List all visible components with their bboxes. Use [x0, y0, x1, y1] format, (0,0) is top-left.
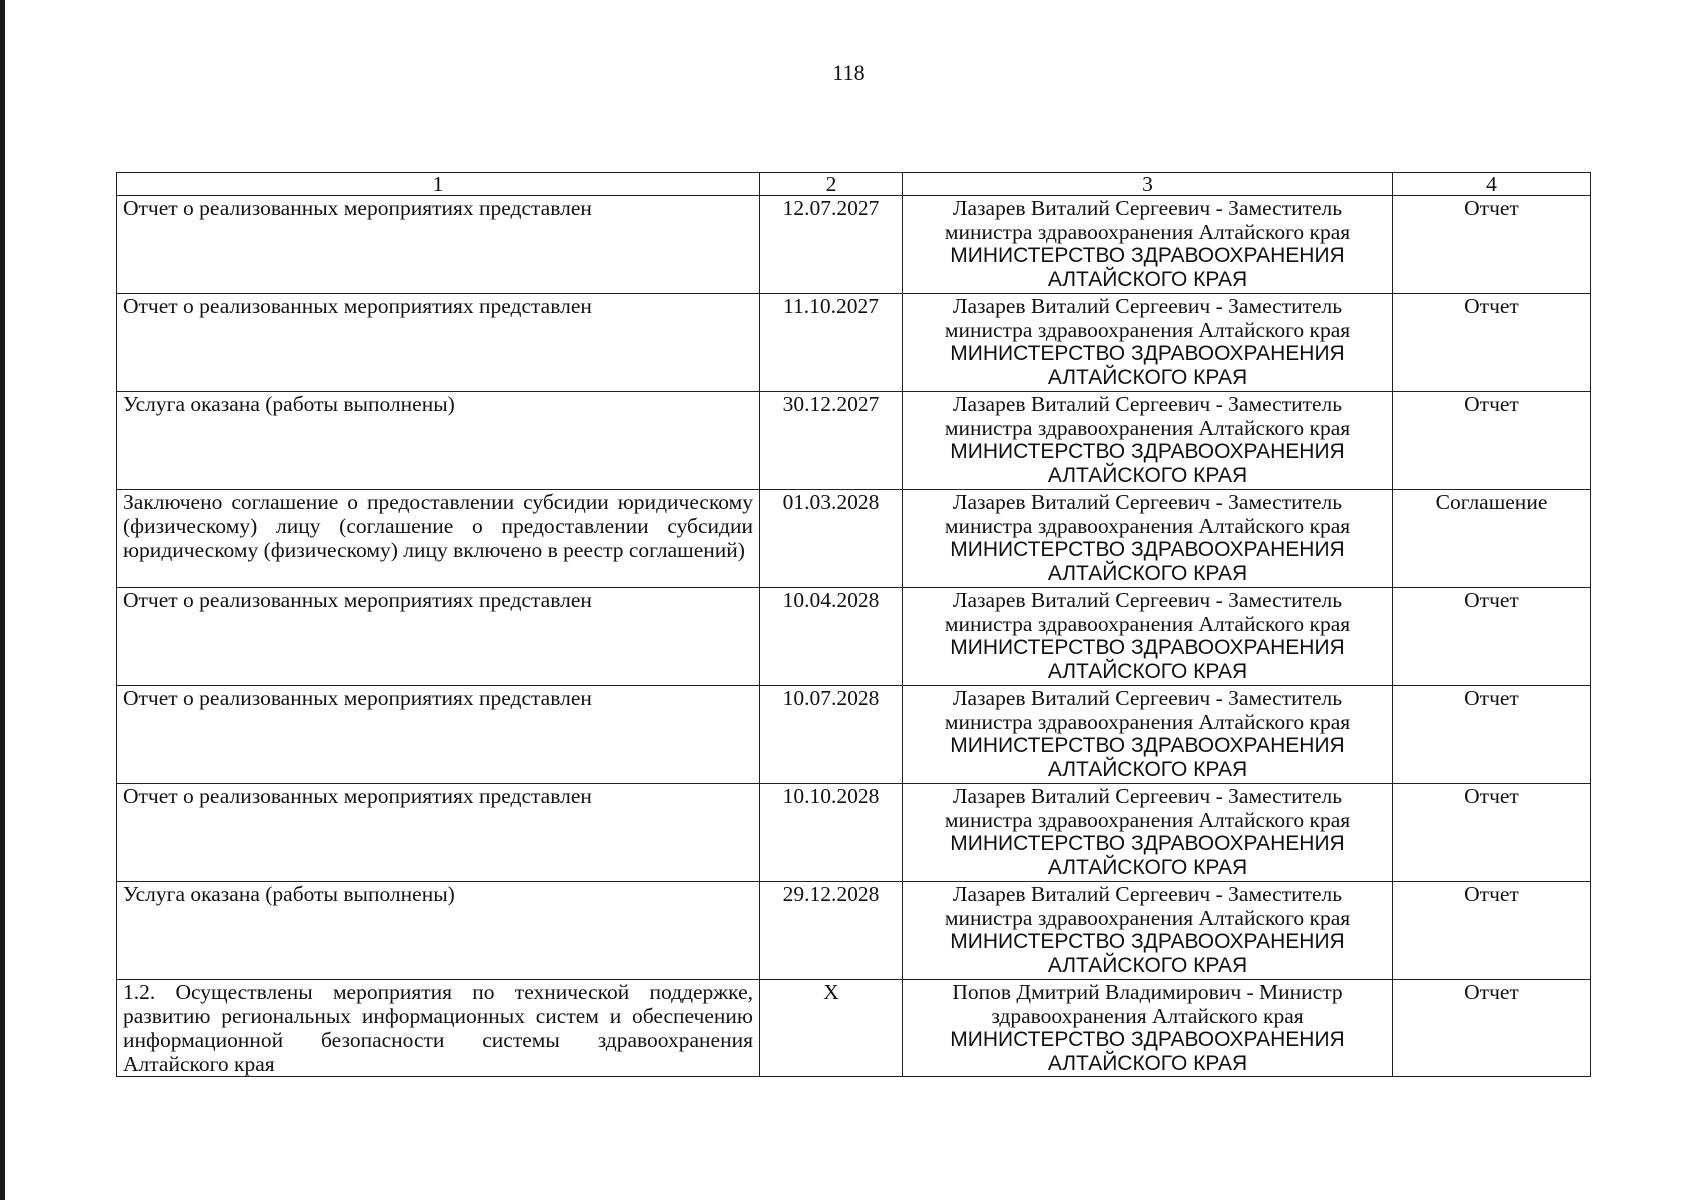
responsible-org: МИНИСТЕРСТВО ЗДРАВООХРАНЕНИЯ АЛТАЙСКОГО КРАЯ [950, 636, 1345, 683]
document-type-cell: Отчет [1393, 980, 1591, 1077]
responsible-cell [903, 588, 1393, 686]
document-type-cell: Отчет [1393, 392, 1591, 490]
table-row [117, 686, 1591, 784]
responsible-person: Лазарев Виталий Сергеевич - Заместитель министра здравоохранения Алтайского края [944, 686, 1351, 734]
event-cell: Отчет о реализованных мероприятиях представлен [117, 588, 760, 686]
table-row [117, 392, 1591, 490]
document-type-cell: Отчет [1393, 294, 1591, 392]
date-cell: 10.07.2028 [760, 686, 903, 784]
responsible-person: Попов Дмитрий Владимирович - Министр здравоохранения Алтайского края [952, 980, 1343, 1028]
event-cell: Отчет о реализованных мероприятиях представлен [117, 294, 760, 392]
responsible-person: Лазарев Виталий Сергеевич - Заместитель министра здравоохранения Алтайского края [944, 588, 1351, 636]
document-type-cell: Отчет [1393, 784, 1591, 882]
responsible-cell [903, 196, 1393, 294]
responsible-person: Лазарев Виталий Сергеевич - Заместитель министра здравоохранения Алтайского края [944, 490, 1351, 538]
column-header-4: 4 [1393, 173, 1591, 196]
responsible-org: МИНИСТЕРСТВО ЗДРАВООХРАНЕНИЯ АЛТАЙСКОГО КРАЯ [950, 440, 1345, 487]
document-type-cell: Соглашение [1393, 490, 1591, 588]
table-row [117, 196, 1591, 294]
date-cell: X [760, 980, 903, 1077]
event-cell: 1.2. Осуществлены мероприятия по технической поддержке, развитию региональных информационных систем и обеспечению информационной безопасности системы здравоохранения Алтайского края [117, 980, 760, 1077]
event-cell: Отчет о реализованных мероприятиях представлен [117, 686, 760, 784]
scan-border [0, 0, 5, 1200]
responsible-person: Лазарев Виталий Сергеевич - Заместитель министра здравоохранения Алтайского края [944, 294, 1351, 342]
responsible-cell [903, 686, 1393, 784]
responsible-org: МИНИСТЕРСТВО ЗДРАВООХРАНЕНИЯ АЛТАЙСКОГО КРАЯ [950, 832, 1345, 879]
responsible-cell [903, 294, 1393, 392]
table-row [117, 980, 1591, 1077]
event-cell: Отчет о реализованных мероприятиях представлен [117, 784, 760, 882]
responsible-org: МИНИСТЕРСТВО ЗДРАВООХРАНЕНИЯ АЛТАЙСКОГО КРАЯ [950, 244, 1345, 291]
document-type-cell: Отчет [1393, 588, 1591, 686]
responsible-person: Лазарев Виталий Сергеевич - Заместитель министра здравоохранения Алтайского края [944, 882, 1351, 930]
document-type-cell: Отчет [1393, 196, 1591, 294]
page-number: 118 [832, 60, 865, 85]
responsible-person: Лазарев Виталий Сергеевич - Заместитель министра здравоохранения Алтайского края [944, 196, 1351, 244]
schedule-table [116, 172, 1591, 1077]
responsible-person: Лазарев Виталий Сергеевич - Заместитель министра здравоохранения Алтайского края [944, 392, 1351, 440]
date-cell: 10.10.2028 [760, 784, 903, 882]
responsible-org: МИНИСТЕРСТВО ЗДРАВООХРАНЕНИЯ АЛТАЙСКОГО КРАЯ [950, 342, 1345, 389]
responsible-cell [903, 980, 1393, 1077]
date-cell: 11.10.2027 [760, 294, 903, 392]
responsible-person: Лазарев Виталий Сергеевич - Заместитель министра здравоохранения Алтайского края [944, 784, 1351, 832]
table-row [117, 882, 1591, 980]
responsible-cell [903, 490, 1393, 588]
date-cell: 30.12.2027 [760, 392, 903, 490]
responsible-cell [903, 784, 1393, 882]
document-type-cell: Отчет [1393, 882, 1591, 980]
document-type-cell: Отчет [1393, 686, 1591, 784]
column-header-3: 3 [903, 173, 1393, 196]
responsible-cell [903, 882, 1393, 980]
responsible-org: МИНИСТЕРСТВО ЗДРАВООХРАНЕНИЯ АЛТАЙСКОГО КРАЯ [950, 930, 1345, 977]
date-cell: 10.04.2028 [760, 588, 903, 686]
event-cell: Заключено соглашение о предоставлении субсидии юридическому (физическому) лицу (соглашение о предоставлении субсидии юридическому (физическому) лицу включено в реестр соглашений) [117, 490, 760, 588]
column-number-row [117, 173, 1591, 196]
responsible-org: МИНИСТЕРСТВО ЗДРАВООХРАНЕНИЯ АЛТАЙСКОГО КРАЯ [950, 538, 1345, 585]
table-row [117, 588, 1591, 686]
event-cell: Отчет о реализованных мероприятиях представлен [117, 196, 760, 294]
date-cell: 01.03.2028 [760, 490, 903, 588]
column-header-2: 2 [760, 173, 903, 196]
table-row [117, 784, 1591, 882]
column-header-1: 1 [117, 173, 760, 196]
date-cell: 29.12.2028 [760, 882, 903, 980]
table-row [117, 490, 1591, 588]
responsible-org: МИНИСТЕРСТВО ЗДРАВООХРАНЕНИЯ АЛТАЙСКОГО КРАЯ [950, 734, 1345, 781]
responsible-org: МИНИСТЕРСТВО ЗДРАВООХРАНЕНИЯ АЛТАЙСКОГО КРАЯ [950, 1028, 1345, 1075]
table-row [117, 294, 1591, 392]
event-cell: Услуга оказана (работы выполнены) [117, 882, 760, 980]
date-cell: 12.07.2027 [760, 196, 903, 294]
responsible-cell [903, 392, 1393, 490]
event-cell: Услуга оказана (работы выполнены) [117, 392, 760, 490]
